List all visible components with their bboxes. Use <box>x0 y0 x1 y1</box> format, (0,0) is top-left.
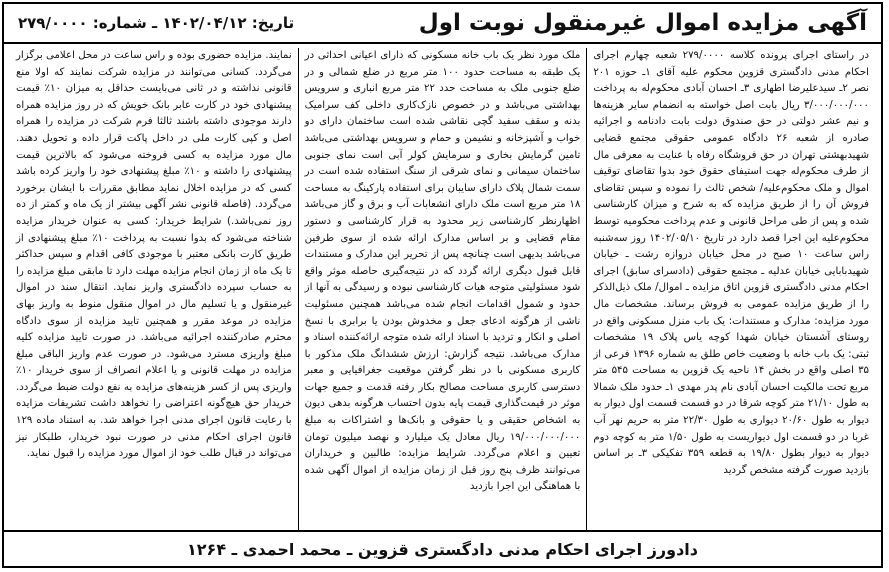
notice-title: آگهی مزایده اموال غیرمنقول نوبت اول <box>418 10 867 36</box>
notice-column-1: در راستای اجرای پرونده کلاسه ۲۷۹/۰۰۰۰ شعبه چهارم اجرای احکام مدنی دادگستری قزوین محکوم علیه آقای ۱ـ حوزه ۲۰۱ نصر ۲ـ سیدعلیرضا اطهاری ۳ـ احسان آبادی محکوم‌له به پرداخت ۳/۰۰۰/۰۰۰/۰۰۰ ریال بابت اصل خواسته به انضمام سایر هزینه‌ها و نیم عشر دولتی در حق صندوق دولت بابت دادنامه و اجرائیه صادره از شعبه ۲۶ دادگاه عمومی حقوقی مجتمع قضایی شهیدبهشتی تهران در حق فروشگاه رفاه با عنایت به معرفی مال از طرف محکوم‌له جهت استیفای حقوق خود بدوا تقاضای توقیف اموال و ملک محکوم‌علیه/ شخص ثالث را نموده و سپس تقاضای فروش آن را از طریق مزایده که به شرح و میزان کارشناسی شده و پس از طی مراحل قانونی و عدم پرداخت محکومیه توسط محکوم‌علیه این اجرا قصد دارد در تاریخ ۱۴۰۲/۰۵/۱۰ روز سه‌شنبه راس ساعت ۱۰ صبح در محل خیابان دروازه رشت ـ خیابان شهیدبابایی خیابان عدلیه ـ مجتمع حقوقی (دادسرای سابق) اجرای احکام مدنی دادگستری قزوین اتاق مزایده ـ اموال/ ملک ذیل‌الذکر را از طریق مزایده عمومی به فروش برساند. مشخصات مال مورد مزایده: مدارک و مستندات: یک باب منزل مسکونی واقع در روستای آشستان خیابان شهدا کوچه یاس پلاک ۱۹ مشخصات ثبتی: یک باب خانه با وضعیت خاص طلق به شماره ۱۳۹۶ فرعی از ۳۵ اصلی واقع در بخش ۱۴ ناحیه یک قزوین به مساحت ۵۴۵ متر مربع تحت مالکیت احسان آبادی نام پدر مهدی ۱ـ حدود ملک شمالا به طول ۲۱/۱۰ متر کوچه شرقا در دو قسمت قسمت اول دیوار به دیوار به طول ۲۰/۶۰ دیواری به طول ۲۲/۳۰ متر به حریم نهر آب غربا در دو قسمت اول دیواریست به طول ۱/۵۰ متر به کوچه دوم دیوار به دیوار بطول ۱۹/۸۰ به قطعه ۳۵۹ تفکیکی ۳ـ بر اساس بازدید صورت گرفته مشخص گردید <box>593 50 870 476</box>
notice-columns <box>10 48 875 532</box>
notice-column-2: ملک مورد نظر یک باب خانه مسکونی که دارای اعیانی احداثی در یک طبقه به مساحت حدود ۱۰۰ متر مربع در ضلع شمالی و در ضلع جنوبی ملک به مساحت حدد ۲۲ متر مربع انباری و سرویس بهداشتی می‌باشد و در خصوص نازک‌کاری داخلی کف سرامیک بدنه و سقف سفید گچی نقاشی شده است ساختمان دارای دو خواب و آشپزخانه و نشیمن و حمام و سرویس بهداشتی می‌باشد تامین گرمایش بخاری و سرمایش کولر آبی است نمای جنوبی ساختمان سیمانی و نمای شرقی از سنگ استفاده شده است در سمت شمال پلاک دارای سایبان برای استفاده پارکینگ به مساحت ۱۸ متر مربع است ملک دارای انشعابات آب و برق و گاز می‌باشد اظهارنظر کارشناسی زیر محدود به قرار کارشناسی و دستور مقام قضایی و بر اساس مدارک ارائه شده از سوی طرفین می‌باشد بدیهی است چنانچه پس از تحریر این مدارک و مستندات قابل قبول دیگری ارائه گردد که در نتیجه‌گیری حاصله موثر واقع شود مسئولیتی متوجه هیات کارشناسی نبوده و رسیدگی به آنها از حدود و شمول اقدامات انجام شده می‌باشد همچنین مسئولیت ناشی از هرگونه ادعای جعل و مخدوش بودن یا برابری با نسخ اصلی و انکار و تردید با اسناد ارائه شده متوجه ارائه‌کننده اسناد و مدارک می‌باشد. نتیجه گزارش: ارزش ششدانگ ملک مذکور با کاربری مسکونی با در نظر گرفتن موقعیت جغرافیایی و معبر دسترسی کاربری مساحت مصالح بکار رفته قدمت و جمیع جهات موثر در قیمت‌گذاری قیمت پایه بدون احتساب هرگونه بدهی دیون به اشخاص حقیقی و یا حقوقی و بانک‌ها و اشتراکات به مبلغ ۱۹/۰۰۰/۰۰۰/۰۰۰ ریال معادل یک میلیارد و نهصد میلیون تومان تعیین و اعلام می‌گردد. شرایط مزایده: طالبین و خریداران می‌توانند ظرف پنج روز قبل از زمان مزایده از اموال آگهی شده با هماهنگی این اجرا بازدید <box>299 48 588 532</box>
notice-frame <box>2 2 883 568</box>
notice-footer-signature: دادورز اجرای احکام مدنی دادگستری قزوین ـ محمد احمدی ـ ۱۲۶۴ <box>4 530 881 566</box>
notice-header <box>4 4 881 44</box>
notice-column-3: نمایند. مزایده حضوری بوده و راس ساعت در محل اعلامی برگزار می‌گردد. کسانی می‌توانند در مزایده شرکت نمایند که اولا منع قانونی نداشته و در ثانی می‌بایست حداقل به میزان ۱۰٪ قیمت پیشنهادی خود در کارت عابر بانک خویش که در روز مزایده همراه دارند موجودی داشته باشند ثالثا فرم شرکت در مزایده را همراه اصل و کپی کارت ملی در داخل پاکت قرار داده و تحویل دهند. مال مورد مزایده به کسی فروخته می‌شود که بالاترین قیمت پیشنهادی را داشته و ۱۰٪ مبلغ پیشنهادی خود را واریز کرده باشد کسی که در مزایده اخلال نماید مطابق مقررات با ایشان برخورد می‌گردد. (فاصله قانونی نشر آگهی بیشتر از یک ماه و کمتر از ده روز نمی‌باشد.) شرایط خریدار: کسی به عنوان خریدار مزایده شناخته می‌شود که بدوا نسبت به پرداخت ۱۰٪ مبلغ پیشنهادی از طریق کارت بانکی معتبر با موجودی کافی اقدام و سپس حداکثر تا یک ماه از زمان انجام مزایده مهلت دارد تا مابقی مبلغ مزایده را به حساب سپرده دادگستری واریز نماید. انتقال سند در اموال غیرمنقول و یا تسلیم مال در اموال منقول منوط به واریز بهای مزایده در موعد مقرر و همچنین تایید مزایده از سوی دادگاه محترم صادرکننده اجرائیه می‌باشد. در صورت تایید مزایده کلیه مبلغ واریزی مسترد می‌شود. در صورت عدم واریز الباقی مبلغ مزایده در مهلت قانونی و یا اعلام انصراف از سوی خریدار ۱۰٪ واریزی پس از کسر هزینه‌های مزایده به نفع دولت ضبط می‌گردد. خریدار حق هیچ‌گونه اعتراضی را نخواهد داشت تشریفات مزایده با رعایت قانون اجرای مدنی اجرا خواهد شد. به استناد ماده ۱۲۹ قانون اجرای احکام مدنی در صورت نبود خریدار، طلبکار نیز می‌تواند در قبال طلب خود از اموال مورد مزایده را قبول نماید. <box>10 48 299 532</box>
notice-date-number: تاریخ: ۱۴۰۲/۰۴/۱۲ ـ شماره: ۲۷۹/۰۰۰۰ <box>18 14 295 32</box>
